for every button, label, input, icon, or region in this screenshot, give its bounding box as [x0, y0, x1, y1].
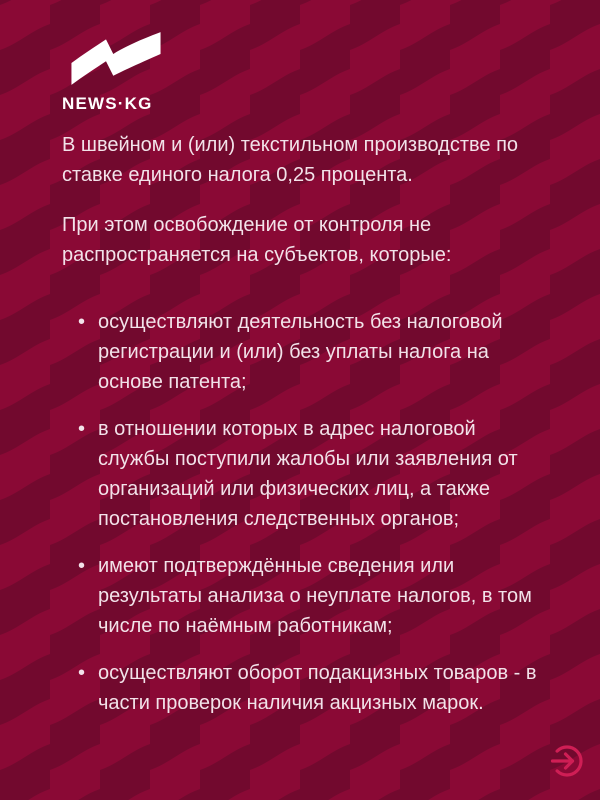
bullet-text: имеют подтверждённые сведения или результаты анализа о неуплате налогов, в том числе по наёмным работникам; [98, 555, 532, 637]
bullet-dot-icon: • [78, 311, 86, 333]
next-arrow-button[interactable] [547, 741, 587, 781]
bullet-text: в отношении которых в адрес налоговой службы поступили жалобы или заявления от организаций или физических лиц, а также постановления следственных органов; [98, 418, 518, 530]
bullet-dot-icon: • [78, 418, 86, 440]
list-item [62, 307, 545, 397]
paragraph-rate: В швейном и (или) текстильном производстве по ставке единого налога 0,25 процента. [62, 134, 519, 186]
bullet-dot-icon: • [78, 662, 86, 684]
list-item [62, 658, 545, 718]
brand-block [62, 30, 545, 114]
bullet-list [62, 307, 545, 718]
paragraph-intro: При этом освобождение от контроля не распространяется на субъектов, которые: [62, 214, 452, 266]
arrow-right-circle-icon [547, 741, 587, 781]
bullet-text: осуществляют оборот подакцизных товаров - в части проверок наличия акцизных марок. [98, 662, 537, 714]
bullet-text: осуществляют деятельность без налоговой регистрации и (или) без уплаты налога на основе патента; [98, 311, 503, 393]
list-item [62, 414, 545, 534]
list-item [62, 551, 545, 641]
news-kg-logo-icon [66, 30, 166, 87]
bullet-dot-icon: • [78, 555, 86, 577]
brand-name: NEWS·KG [62, 94, 153, 113]
